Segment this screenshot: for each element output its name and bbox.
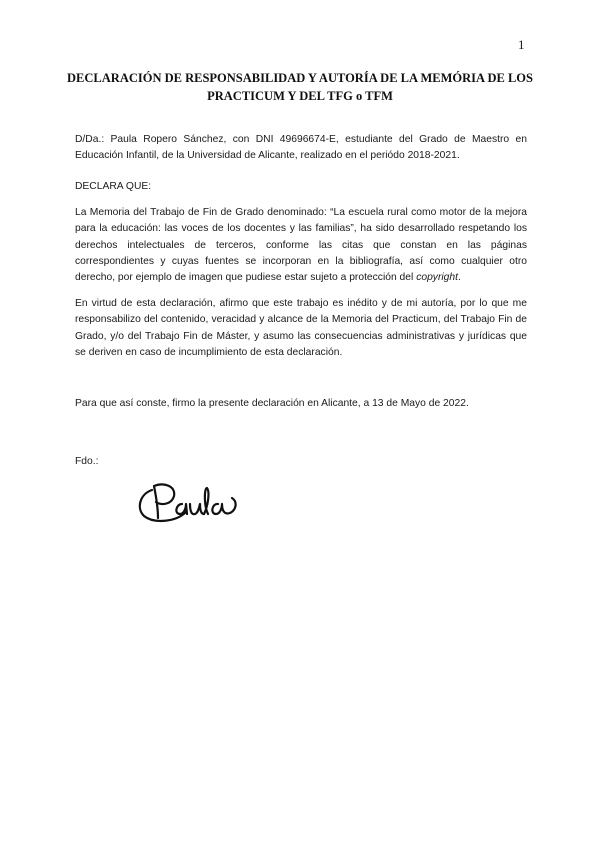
- memoria-text: La Memoria del Trabajo de Fin de Grado denominado: “La escuela rural como motor de la mejora para la educación: las voces de los docentes y las familias”, ha sido desarrollado respetando los derechos intelectuales de terceros, conforme las citas que constan en las páginas correspondientes y cuyas fuentes se incorporan en la bibliografía, así como cualquier otro derecho, por ejemplo de imagen que pudiese estar sujeto a protección del: [75, 207, 527, 284]
- title-line-1: DECLARACIÓN DE RESPONSABILIDAD Y AUTORÍA DE LA MEMÓRIA DE LOS: [67, 71, 533, 85]
- handwritten-signature: [134, 478, 244, 528]
- responsibility-paragraph: En virtud de esta declaración, afirmo que este trabajo es inédito y de mi autoría, por lo que me responsabilizo del contenido, veracidad y alcance de la Memoria del Practicum, del Trabajo Fin de Grado, y/o del Trabajo Fin de Máster, y asumo las consecuencias administrativas y jurídicas que se deriven en caso de incumplimiento de esta declaración.: [75, 298, 527, 358]
- declarant-paragraph: D/Da.: Paula Ropero Sánchez, con DNI 49696674-E, estudiante del Grado de Maestro en Educación Infantil, de la Universidad de Alicante, realizado en el periódo 2018-2021.: [75, 134, 527, 162]
- title-line-2: PRACTICUM Y DEL TFG o TFM: [207, 89, 393, 103]
- signature-label: Fdo.:: [75, 456, 99, 467]
- page-number: 1: [518, 37, 525, 52]
- memoria-paragraph: [75, 205, 527, 286]
- declara-heading: DECLARA QUE:: [75, 181, 152, 192]
- memoria-end: .: [457, 272, 461, 284]
- copyright-term: copyright: [416, 272, 458, 284]
- document-title: [60, 69, 540, 105]
- closing-paragraph: Para que así conste, firmo la presente declaración en Alicante, a 13 de Mayo de 2022.: [75, 398, 469, 409]
